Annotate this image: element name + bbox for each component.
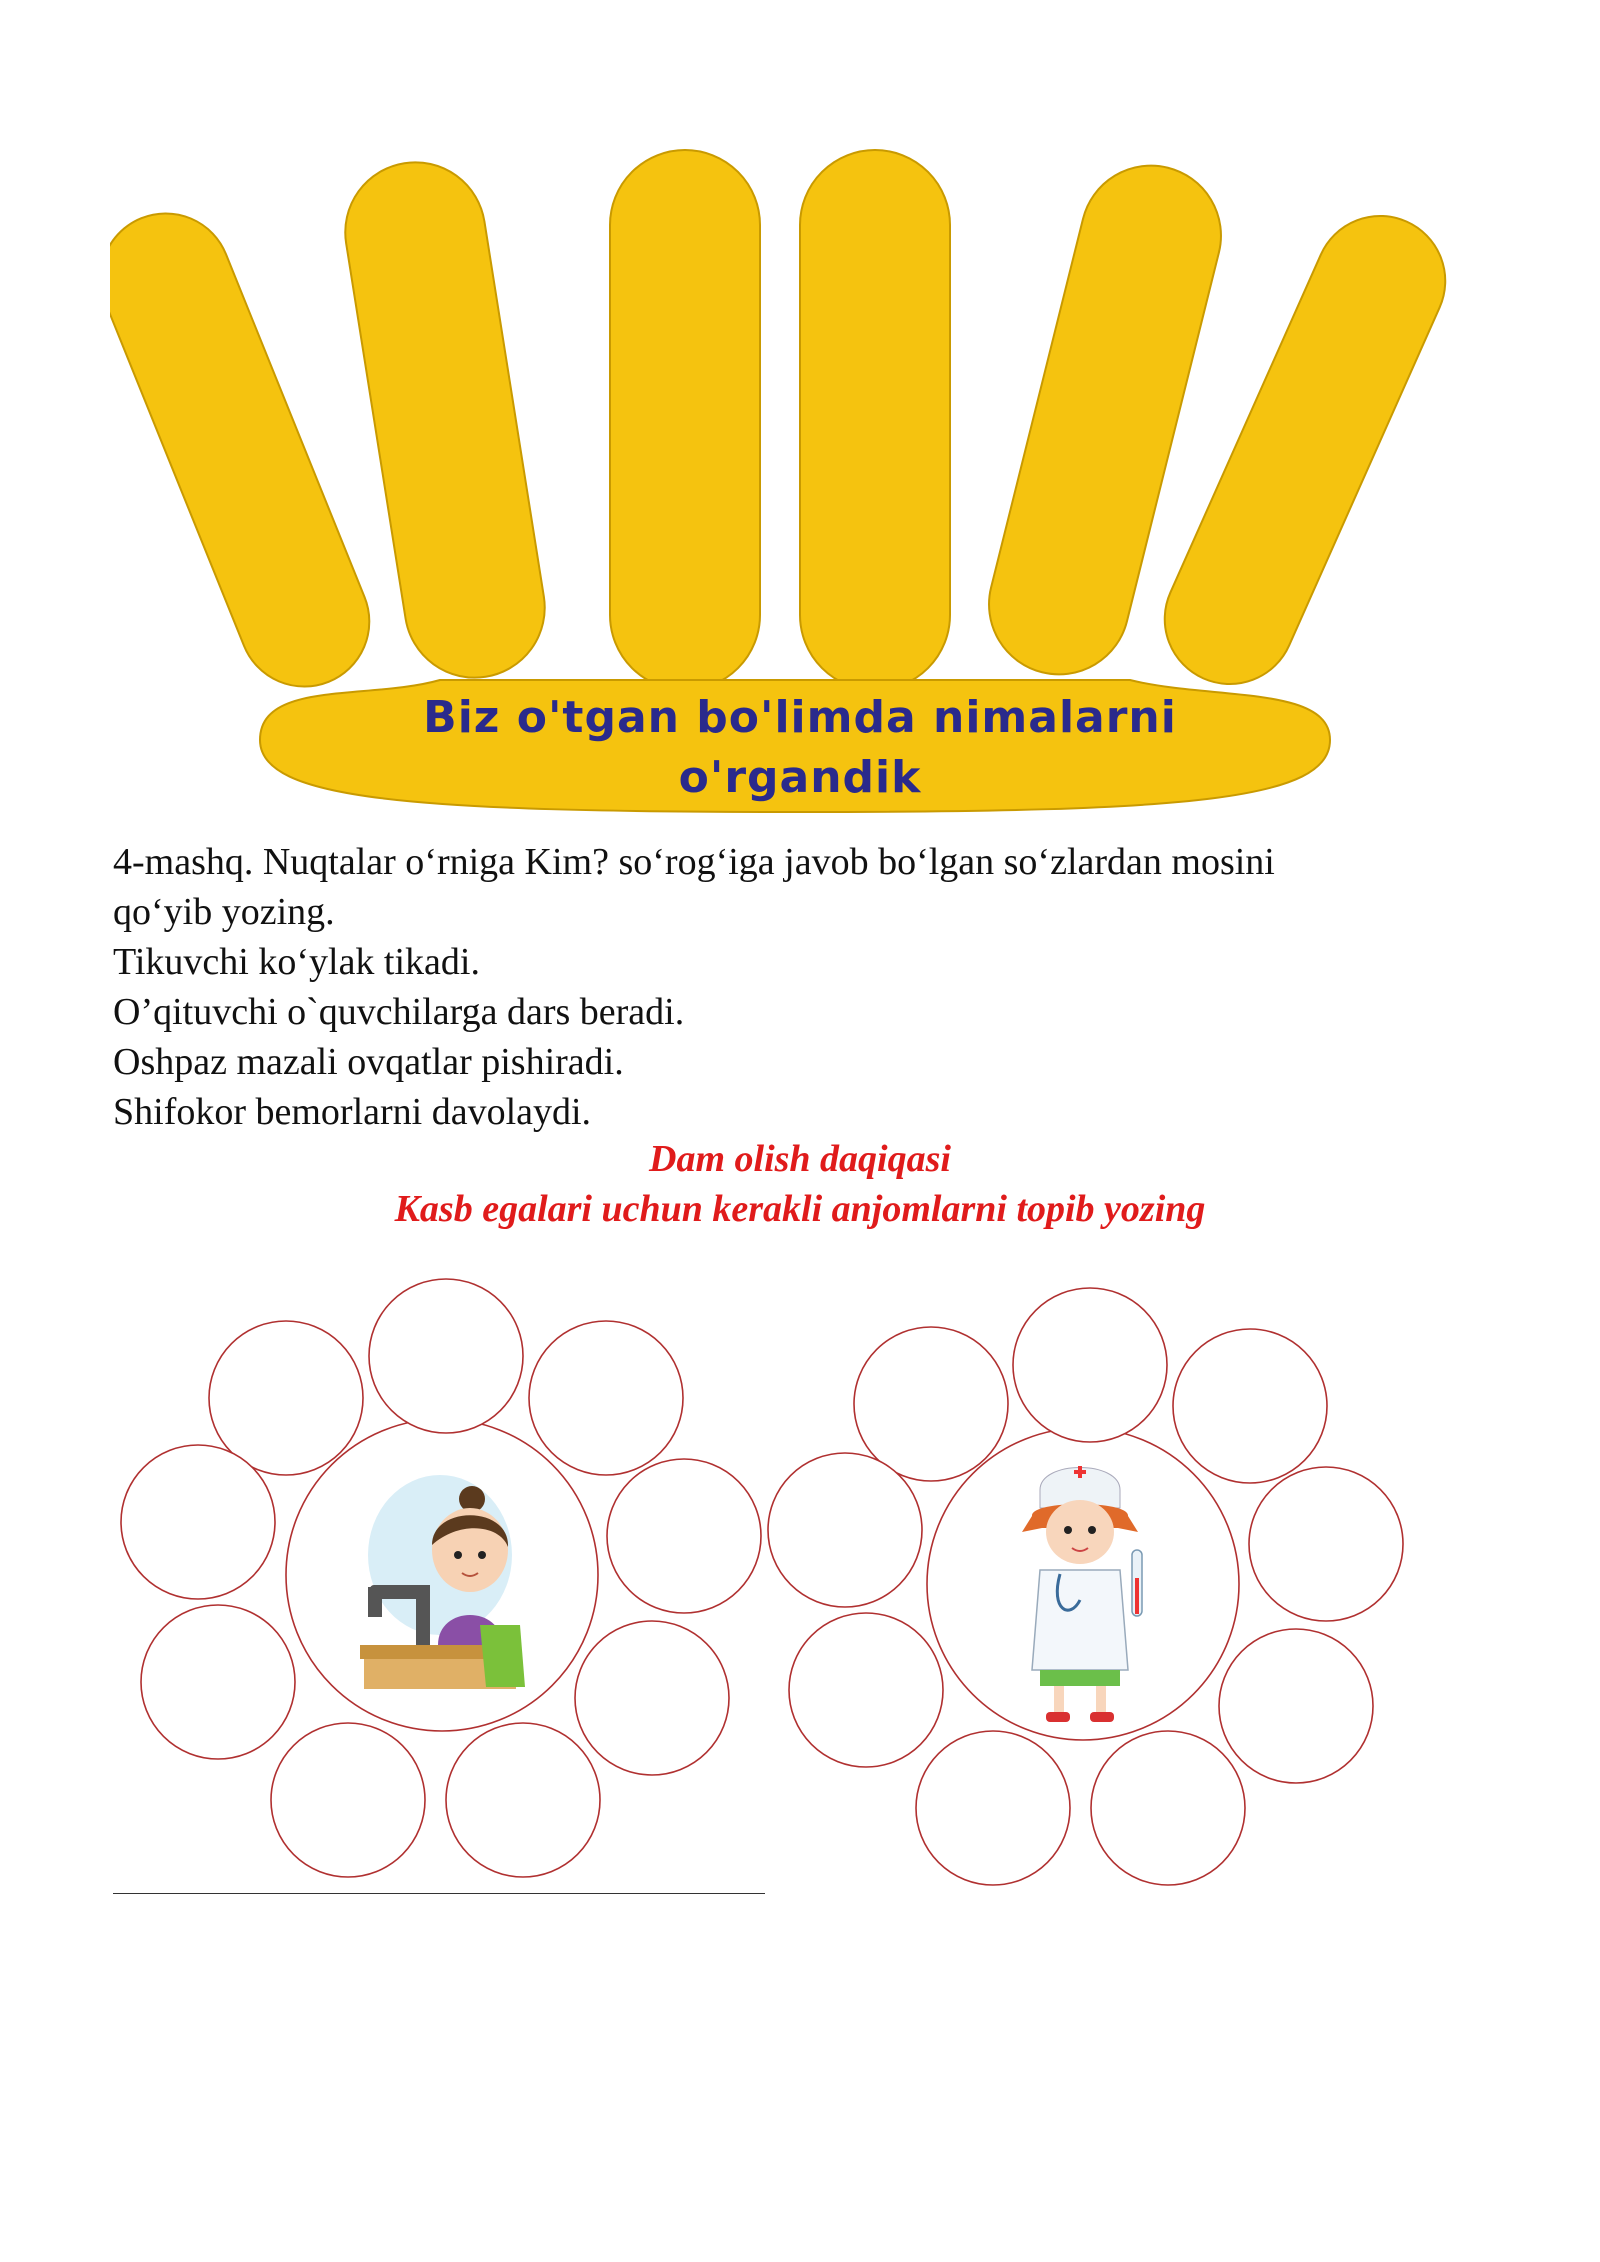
petal-circle[interactable] <box>768 1453 922 1607</box>
petal-circle[interactable] <box>1219 1629 1373 1783</box>
petal-circle[interactable] <box>1173 1329 1327 1483</box>
banner-title-line2: o'rgandik <box>678 752 922 803</box>
petal-circle[interactable] <box>1013 1288 1167 1442</box>
petal-circle[interactable] <box>916 1731 1070 1885</box>
petal-circle[interactable] <box>854 1327 1008 1481</box>
finger-3 <box>610 150 760 690</box>
petal-circle[interactable] <box>529 1321 683 1475</box>
petal-circle[interactable] <box>369 1279 523 1433</box>
banner-title-line1: Biz o'tgan bo'limda nimalarni <box>423 692 1177 743</box>
profession-clusters <box>0 1270 1600 1910</box>
petal-circle[interactable] <box>446 1723 600 1877</box>
petal-circle[interactable] <box>121 1445 275 1599</box>
exercise-title-line1: 4-mashq. Nuqtalar o‘rniga Kim? so‘rog‘iga javob bo‘lgan so‘zlardan mosini <box>113 841 1275 883</box>
petal-circle[interactable] <box>1091 1731 1245 1885</box>
petal-circle[interactable] <box>607 1459 761 1613</box>
finger-4 <box>800 150 950 690</box>
sentence-2: O’qituvchi o`quvchilarga dars beradi. <box>113 991 685 1033</box>
bottom-divider <box>113 1893 765 1894</box>
petal-circle[interactable] <box>575 1621 729 1775</box>
exercise-title-line2: qo‘yib yozing. <box>113 891 335 933</box>
petal-circle[interactable] <box>789 1613 943 1767</box>
break-instruction: Kasb egalari uchun kerakli anjomlarni topib yozing <box>394 1188 1206 1230</box>
petal-circle[interactable] <box>1249 1467 1403 1621</box>
sentence-3: Oshpaz mazali ovqatlar pishiradi. <box>113 1041 624 1083</box>
sentence-1: Tikuvchi ko‘ylak tikadi. <box>113 941 480 983</box>
petal-circle[interactable] <box>209 1321 363 1475</box>
petal-circle[interactable] <box>141 1605 295 1759</box>
sentence-4: Shifokor bemorlarni davolaydi. <box>113 1091 592 1133</box>
petal-circle[interactable] <box>271 1723 425 1877</box>
finger-1 <box>110 194 389 706</box>
break-title: Dam olish daqiqasi <box>649 1138 951 1180</box>
